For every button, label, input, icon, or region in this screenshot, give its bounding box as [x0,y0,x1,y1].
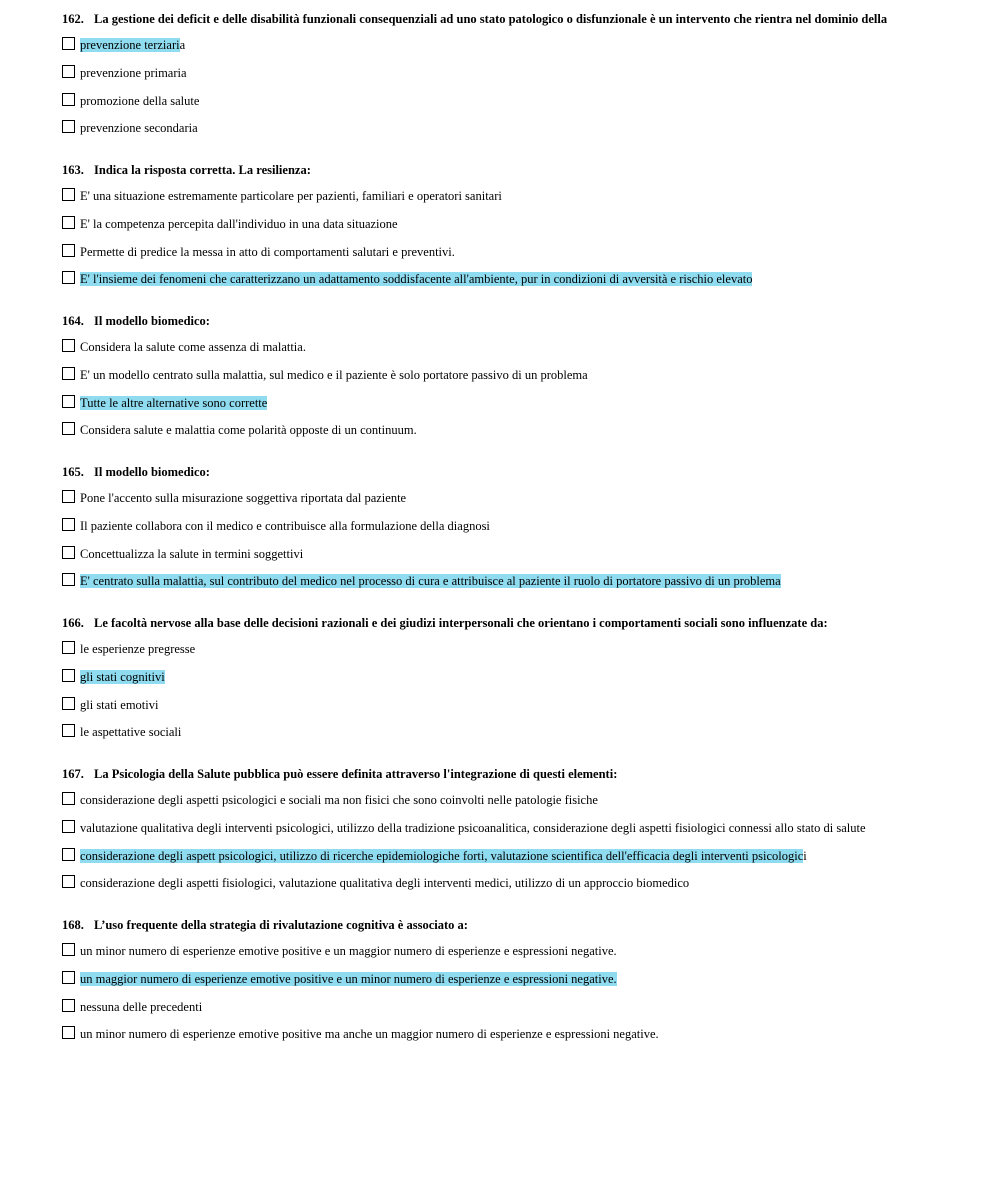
answer-text: un minor numero di esperienze emotive positive ma anche un maggior numero di esperienze e espressioni negative. [80,1027,659,1042]
answer-checkbox[interactable] [62,697,75,710]
answer-option[interactable] [62,971,962,987]
answer-option[interactable] [62,244,962,260]
answer-option[interactable] [62,573,962,589]
answer-text: un minor numero di esperienze emotive positive e un maggior numero di esperienze e espressioni negative. [80,944,617,958]
answer-option[interactable] [62,848,962,864]
answer-checkbox[interactable] [62,820,75,833]
answer-text: Permette di predice la messa in atto di comportamenti salutari e preventivi. [80,244,455,259]
answer-checkbox[interactable] [62,188,75,201]
answer-text: Concettualizza la salute in termini soggettivi [80,546,304,561]
answer-checkbox[interactable] [62,999,75,1012]
answer-option[interactable] [62,216,962,232]
answer-option[interactable] [62,724,962,740]
highlighted-answer: gli stati cognitivi [80,669,165,684]
question-168 [62,917,962,1042]
answer-checkbox[interactable] [62,339,75,352]
answer-text [80,271,752,287]
answer-option[interactable] [62,93,962,109]
question-title [62,917,962,933]
answer-option[interactable] [62,1026,962,1042]
answer-option[interactable] [62,999,962,1015]
highlighted-answer: un maggior numero di esperienze emotive positive e un minor numero di esperienze e espressioni negative. [80,971,617,986]
answer-text: nessuna delle precedenti [80,999,203,1014]
answer-option[interactable] [62,943,962,959]
question-text: L’uso frequente della strategia di rivalutazione cognitiva è associato a: [94,918,468,932]
answer-option[interactable] [62,367,962,383]
answer-checkbox[interactable] [62,216,75,229]
answer-checkbox[interactable] [62,367,75,380]
answer-checkbox[interactable] [62,848,75,861]
answer-checkbox[interactable] [62,724,75,737]
answer-checkbox[interactable] [62,971,75,984]
question-166 [62,615,962,740]
answer-option[interactable] [62,792,962,808]
answer-option[interactable] [62,422,962,438]
question-number: 164. [62,314,84,328]
answer-checkbox[interactable] [62,573,75,586]
answer-checkbox[interactable] [62,93,75,106]
question-title [62,615,962,631]
highlighted-answer: E' l'insieme dei fenomeni che caratterizzano un adattamento soddisfacente all'ambiente, pur in condizioni di avversità e rischio elevato [80,272,753,287]
answer-text: prevenzione secondaria [80,121,198,136]
answer-text: Considera salute e malattia come polarità opposte di un continuum. [80,423,417,438]
answer-option[interactable] [62,875,962,891]
answer-text: considerazione degli aspetti psicologici e sociali ma non fisici che sono coinvolti nelle patologie fisiche [80,793,598,807]
question-167 [62,766,962,891]
answer-text [80,971,617,987]
answer-text: E' un modello centrato sulla malattia, sul medico e il paziente è solo portatore passivo di un problema [80,367,588,382]
answer-text: gli stati emotivi [80,697,159,712]
answer-option[interactable] [62,669,962,685]
answer-option[interactable] [62,395,962,411]
question-162 [62,11,962,136]
question-title [62,162,962,178]
answer-text: valutazione qualitativa degli interventi psicologici, utilizzo della tradizione psicoanalitica, considerazione degli aspetti fisiologici connessi allo stato di salute [80,820,866,835]
highlighted-answer: considerazione degli aspett psicologici, utilizzo di ricerche epidemiologiche forti, valutazione scientifica dell'efficacia degli interventi psicologic [80,848,804,863]
answer-text: le esperienze pregresse [80,642,196,656]
answer-option[interactable] [62,271,962,287]
answer-checkbox[interactable] [62,792,75,805]
answer-checkbox[interactable] [62,65,75,78]
answer-checkbox[interactable] [62,395,75,408]
answer-checkbox[interactable] [62,546,75,559]
answer-text: E' una situazione estremamente particolare per pazienti, familiari e operatori sanitari [80,189,502,203]
answer-checkbox[interactable] [62,244,75,257]
answer-checkbox[interactable] [62,669,75,682]
answer-option[interactable] [62,120,962,136]
answer-option[interactable] [62,65,962,81]
question-number: 162. [62,12,84,26]
answer-option[interactable] [62,546,962,562]
question-164 [62,313,962,438]
answer-checkbox[interactable] [62,422,75,435]
answer-text: considerazione degli aspetti fisiologici, valutazione qualitativa degli interventi medici, utilizzo di un approccio biomedico [80,876,690,891]
question-text: La Psicologia della Salute pubblica può essere definita attraverso l'integrazione di questi elementi: [94,767,618,781]
answer-checkbox[interactable] [62,943,75,956]
answer-option[interactable] [62,339,962,355]
highlighted-answer: Tutte le altre alternative sono corrette [80,395,268,410]
answer-checkbox[interactable] [62,271,75,284]
question-163 [62,162,962,287]
highlighted-answer: prevenzione terziari [80,38,180,52]
question-text: Indica la risposta corretta. La resilienza: [94,163,311,177]
answer-option[interactable] [62,37,962,53]
answer-checkbox[interactable] [62,1026,75,1039]
question-number: 165. [62,465,84,479]
answer-checkbox[interactable] [62,518,75,531]
question-165 [62,464,962,589]
answer-option[interactable] [62,188,962,204]
answer-checkbox[interactable] [62,120,75,133]
question-text: Il modello biomedico: [94,465,210,479]
answer-text: E' la competenza percepita dall'individuo in una data situazione [80,216,398,231]
answer-text: le aspettative sociali [80,725,182,740]
answer-checkbox[interactable] [62,875,75,888]
highlighted-answer: E' centrato sulla malattia, sul contributo del medico nel processo di cura e attribuisce al paziente il ruolo di portatore passivo di un problema [80,574,781,589]
question-number: 167. [62,767,84,781]
answer-option[interactable] [62,820,962,836]
answer-text [80,573,781,589]
answer-text: considerazione degli aspett psicologici, utilizzo di ricerche epidemiologiche forti, valutazione scientifica dell'efficacia degli interventi psicologici [80,848,807,863]
question-title [62,11,962,27]
question-number: 163. [62,163,84,177]
answer-checkbox[interactable] [62,490,75,503]
answer-option[interactable] [62,518,962,534]
question-title [62,313,962,329]
answer-text: Il paziente collabora con il medico e contribuisce alla formulazione della diagnosi [80,518,490,533]
question-text: La gestione dei deficit e delle disabilità funzionali consequenziali ad uno stato patologico o disfunzionale è un intervento che rientra nel dominio della [94,12,888,26]
question-text: Il modello biomedico: [94,314,210,328]
question-text: Le facoltà nervose alla base delle decisioni razionali e dei giudizi interpersonali che orientano i comportamenti sociali sono influenzate da: [94,616,828,630]
question-title [62,464,962,480]
answer-text: prevenzione primaria [80,65,187,80]
answer-text [80,669,165,685]
answer-text [80,395,267,411]
answer-checkbox[interactable] [62,641,75,654]
question-number: 168. [62,918,84,932]
answer-text: Pone l'accento sulla misurazione soggettiva riportata dal paziente [80,491,407,505]
answer-text: prevenzione terziaria [80,38,186,52]
answer-text: promozione della salute [80,93,200,108]
answer-option[interactable] [62,697,962,713]
answer-option[interactable] [62,641,962,657]
answer-checkbox[interactable] [62,37,75,50]
question-number: 166. [62,616,84,630]
question-title [62,766,962,782]
answer-option[interactable] [62,490,962,506]
answer-text: Considera la salute come assenza di malattia. [80,340,306,354]
